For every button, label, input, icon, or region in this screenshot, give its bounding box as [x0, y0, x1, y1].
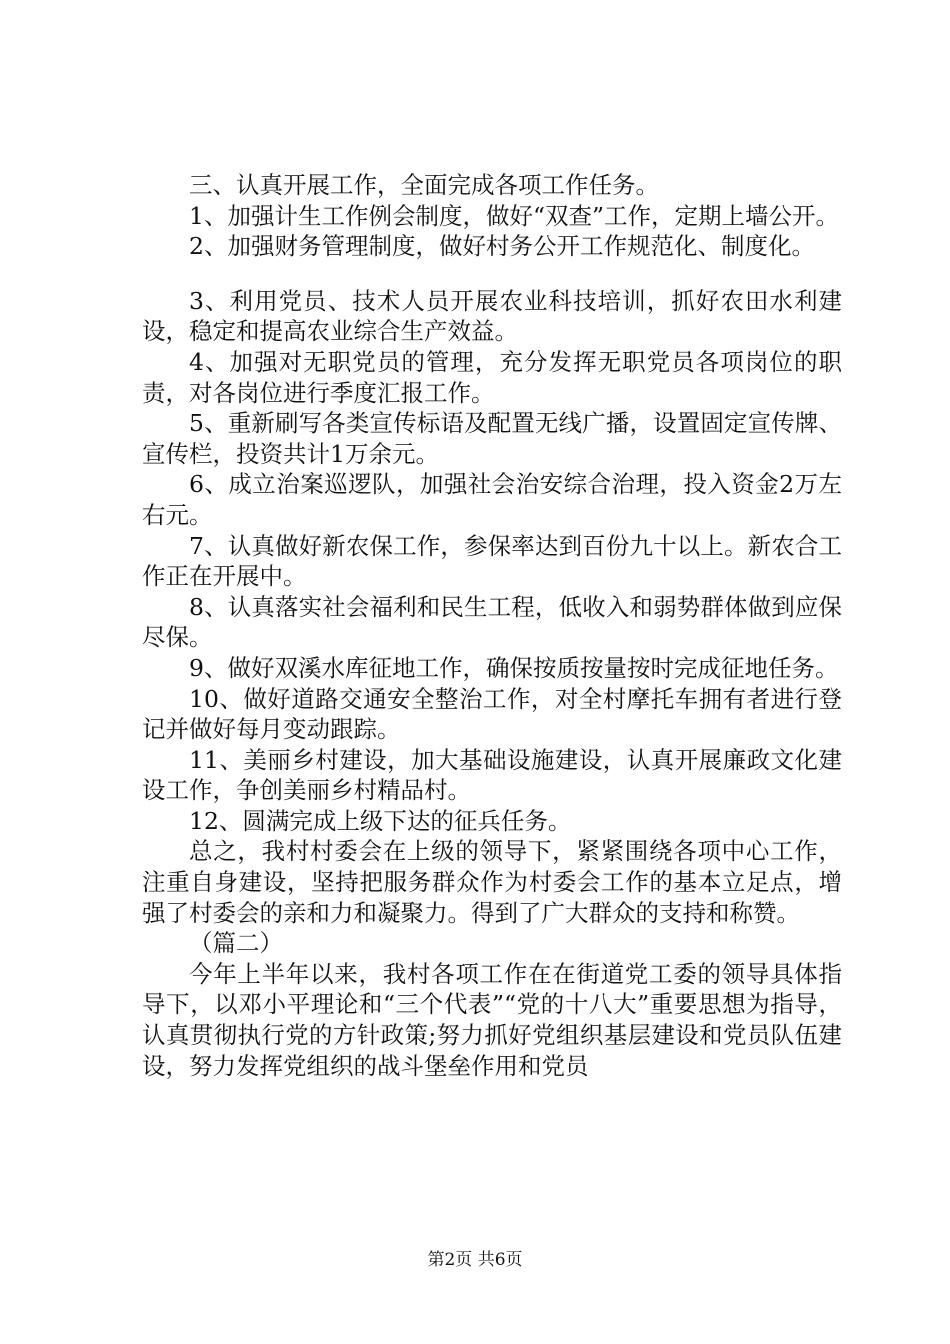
list-item-10: 10、做好道路交通安全整治工作，对全村摩托车拥有者进行登记并做好每月变动跟踪。 — [142, 684, 842, 744]
list-item-2: 2、加强财务管理制度，做好村务公开工作规范化、制度化。 — [189, 232, 815, 261]
heading-section-three: 三、认真开展工作，全面完成各项工作任务。 — [189, 171, 659, 199]
list-item-11: 11、美丽乡村建设，加大基础设施建设，认真开展廉政文化建设工作，争创美丽乡村精品村。 — [142, 745, 842, 805]
list-item-3: 3、利用党员、技术人员开展农业科技培训，抓好农田水利建设，稳定和提高农业综合生产效益。 — [142, 286, 842, 346]
list-item-9: 9、做好双溪水库征地工作，确保按质按量按时完成征地任务。 — [189, 653, 839, 682]
page-number-footer: 第2页 共6页 — [427, 1250, 523, 1270]
document-body — [142, 170, 842, 1081]
list-item-1: 1、加强计生工作例会制度，做好“双查”工作，定期上墙公开。 — [189, 201, 839, 230]
list-item-4: 4、加强对无职党员的管理，充分发挥无职党员各项岗位的职责，对各岗位进行季度汇报工作。 — [142, 347, 842, 407]
section-heading-part-two: （篇二） — [189, 929, 283, 958]
part-two-intro-paragraph: 今年上半年以来，我村各项工作在在街道党工委的领导具体指导下，以邓小平理论和“三个代表”“党的十八大”重要思想为指导，认真贯彻执行党的方针政策;努力抓好党组织基层建设和党员队伍建设，努力发挥党组织的战斗堡垒作用和党员 — [142, 959, 842, 1080]
list-item-6: 6、成立治案巡逻队，加强社会治安综合治理，投入资金2万左右元。 — [142, 470, 842, 529]
list-item-12: 12、圆满完成上级下达的征兵任务。 — [189, 806, 572, 835]
list-item-7: 7、认真做好新农保工作，参保率达到百份九十以上。新农合工作正在开展中。 — [142, 531, 842, 591]
list-item-8: 8、认真落实社会福利和民生工程，低收入和弱势群体做到应保尽保。 — [142, 592, 842, 652]
list-item-5: 5、重新刷写各类宣传标语及配置无线广播，设置固定宣传牌、宣传栏，投资共计1万余元。 — [142, 409, 842, 468]
summary-paragraph: 总之，我村村委会在上级的领导下，紧紧围绕各项中心工作，注重自身建设，坚持把服务群众作为村委会工作的基本立足点，增强了村委会的亲和力和凝聚力。得到了广大群众的支持和称赞。 — [142, 837, 842, 927]
paragraph-gap — [142, 262, 842, 286]
